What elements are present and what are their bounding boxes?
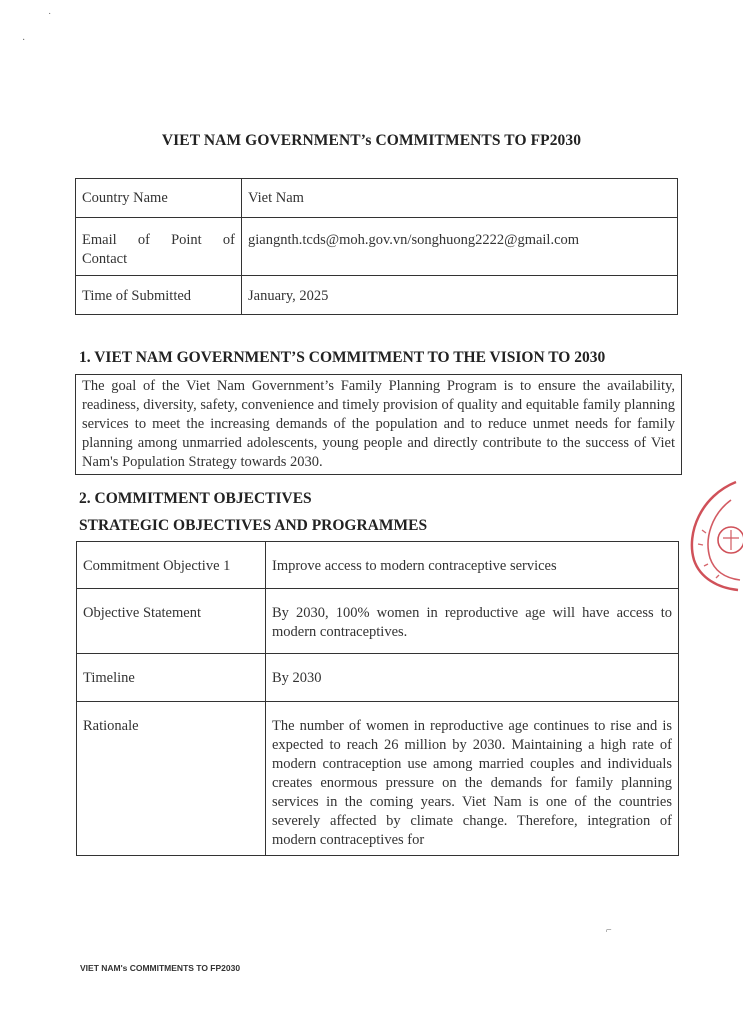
scan-speck: ⌐: [606, 925, 612, 936]
table-row: [77, 589, 679, 654]
rationale-label: Rationale: [77, 702, 266, 856]
country-name-value: Viet Nam: [242, 179, 678, 218]
objective-statement-value: By 2030, 100% women in reproductive age will have access to modern contraceptives.: [266, 589, 679, 654]
official-seal-stamp: [676, 478, 743, 598]
commitment-objective-table: [76, 541, 679, 856]
table-row: [77, 542, 679, 589]
commitment-objective-label: Commitment Objective 1: [77, 542, 266, 589]
country-name-label: Country Name: [76, 179, 242, 218]
timeline-value: By 2030: [266, 654, 679, 702]
table-row: [77, 654, 679, 702]
email-label-line1: Email of Point of: [82, 232, 235, 248]
section-2-heading: 2. COMMITMENT OBJECTIVES: [79, 490, 312, 507]
table-row: [76, 179, 678, 218]
table-row: [76, 218, 678, 276]
commitment-objective-value: Improve access to modern contraceptive services: [266, 542, 679, 589]
section-1-heading: 1. VIET NAM GOVERNMENT’S COMMITMENT TO THE VISION TO 2030: [79, 349, 606, 366]
objective-statement-label: Objective Statement: [77, 589, 266, 654]
timeline-label: Timeline: [77, 654, 266, 702]
table-row: [77, 702, 679, 856]
scan-speck: ˙: [48, 12, 52, 23]
time-submitted-value: January, 2025: [242, 276, 678, 315]
scan-speck: ·: [22, 35, 26, 46]
vision-statement-box: The goal of the Viet Nam Government’s Family Planning Program is to ensure the availability, readiness, diversity, safety, convenience and timely provision of quality and equitable family planning services to meet the increasing demands of the population and to reduce unmet needs for family planning among unmarried adolescents, young people and directly contribute to the success of Viet Nam's Population Strategy towards 2030.: [75, 374, 682, 475]
page-footer: VIET NAM's COMMITMENTS TO FP2030: [80, 963, 241, 973]
email-label-line2: Contact: [82, 251, 128, 267]
strategic-objectives-subheading: STRATEGIC OBJECTIVES AND PROGRAMMES: [79, 517, 428, 534]
document-title: VIET NAM GOVERNMENT’s COMMITMENTS TO FP2030: [161, 132, 582, 149]
time-submitted-label: Time of Submitted: [76, 276, 242, 315]
rationale-value: The number of women in reproductive age continues to rise and is expected to reach 26 million by 2030. Maintaining a high rate of modern contraception use among married couples and individuals creates enormous pressure on the demands for family planning services in the coming years. Viet Nam is one of the countries severely affected by climate change. Therefore, integration of modern contraceptives for: [266, 702, 679, 856]
email-contact-label: [76, 218, 242, 276]
table-row: [76, 276, 678, 315]
email-contact-value: giangnth.tcds@moh.gov.vn/songhuong2222@gmail.com: [242, 218, 678, 276]
contact-info-table: [75, 178, 678, 315]
